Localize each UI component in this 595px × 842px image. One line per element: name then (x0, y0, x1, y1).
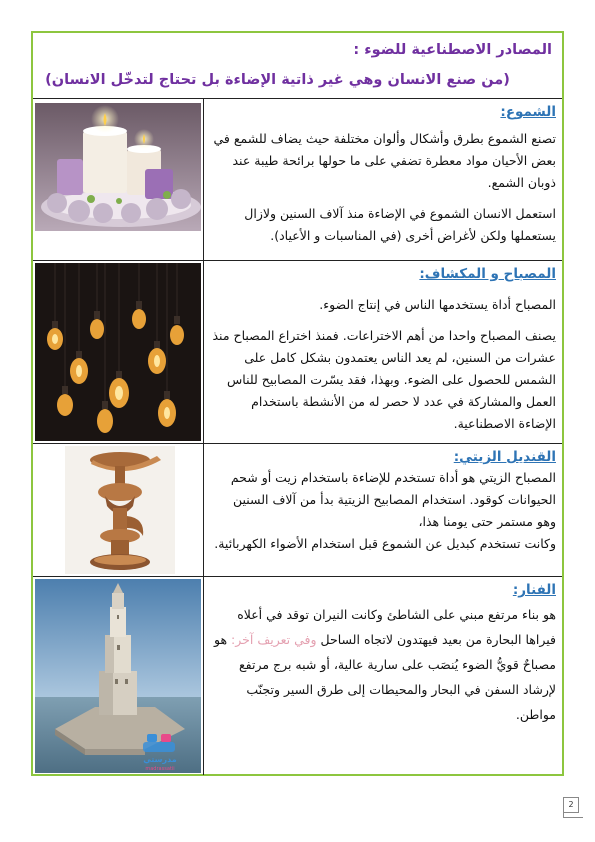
table-row-lighthouse (33, 577, 562, 775)
page-header (33, 33, 562, 98)
logo-subtext: madrassatii (145, 766, 175, 772)
lighthouse-definition-2: هو مصباحٌ قويُّ الضوء يُنصَب على سارية عالية، أو شبه برج مرتفع لإرشاد السفن في البحار والمحيطات إلى طرق السير وتجنّب مواطن. (213, 632, 556, 722)
logo-text: مدرستي (143, 755, 177, 764)
madrassatii-logo (133, 732, 187, 774)
section-paragraph (210, 602, 556, 727)
image-cell (33, 99, 203, 260)
image-cell (33, 444, 203, 576)
light-bulbs-image (35, 263, 201, 441)
text-cell (203, 444, 562, 576)
table-row-candles (33, 99, 562, 261)
table-row-oil-lamp (33, 444, 562, 577)
alternate-definition-label: وفي تعريف آخر: (231, 632, 317, 647)
candles-image (35, 103, 201, 231)
section-paragraph: وكانت تستخدم كبديل عن الشموع قبل استخدام الأضواء الكهربائية. (214, 536, 556, 551)
text-cell (203, 261, 562, 443)
lighthouse-definition: هو بناء مرتفع مبني على الشاطئ وكانت النيران توقد في أعلاه فيراها البحارة من بعيد فيهتدون لاتجاه الساحل (237, 607, 556, 647)
page-number-fold (563, 812, 583, 818)
section-title: الشموع: (500, 104, 556, 120)
page-number: 2 (563, 797, 579, 813)
text-cell (203, 99, 562, 260)
header-title: المصادر الاصطناعية للضوء : (353, 42, 552, 58)
text-cell (203, 577, 562, 775)
content-table (33, 98, 562, 774)
header-subtitle: (من صنع الانسان وهي غير ذاتية الإضاءة بل تحتاج لتدخّل الانسان) (45, 72, 510, 88)
section-title: الفنار: (512, 582, 556, 598)
section-paragraph: يصنف المصباح واحدا من أهم الاختراعات. فمنذ اختراع المصباح منذ عشرات من السنين، لم يعد الناس يعتمدون بشكل كامل على الشمس للحصول على الضوء. وبهذا، فقد يسّرت المصابيح للناس العمل والمشاركة في عدد لا حصر له من الأنشطة باستخدام الإضاءة الاصطناعية. (212, 328, 556, 431)
section-paragraph: تصنع الشموع بطرق وأشكال وألوان مختلفة حيث يضاف للشمع في بعض الأحيان مواد معطرة تضفي على ما حولها برائحة طيبة عند ذوبان الشمع. (213, 131, 556, 190)
image-cell (33, 577, 203, 775)
oil-lamp-image (65, 446, 175, 574)
section-title: المصباح و المكشاف: (419, 266, 556, 282)
section-paragraph: المصباح أداة يستخدمها الناس في إنتاج الضوء. (319, 297, 556, 312)
section-paragraph: استعمل الانسان الشموع في الإضاءة منذ آلاف السنين ولازال يستعملها ولكن لأغراض أخرى (في المناسبات و الأعياد). (244, 206, 556, 243)
image-cell (33, 261, 203, 443)
table-row-bulbs (33, 261, 562, 444)
section-paragraph: المصباح الزيتي هو أداة تستخدم للإضاءة باستخدام زيت أو شحم الحيوانات كوقود. استخدام المصابيح الزيتية بدأ من آلاف السنين وهو مستمر حتى يومنا هذا، (230, 470, 556, 529)
section-title: القنديل الزيتي: (453, 449, 556, 465)
